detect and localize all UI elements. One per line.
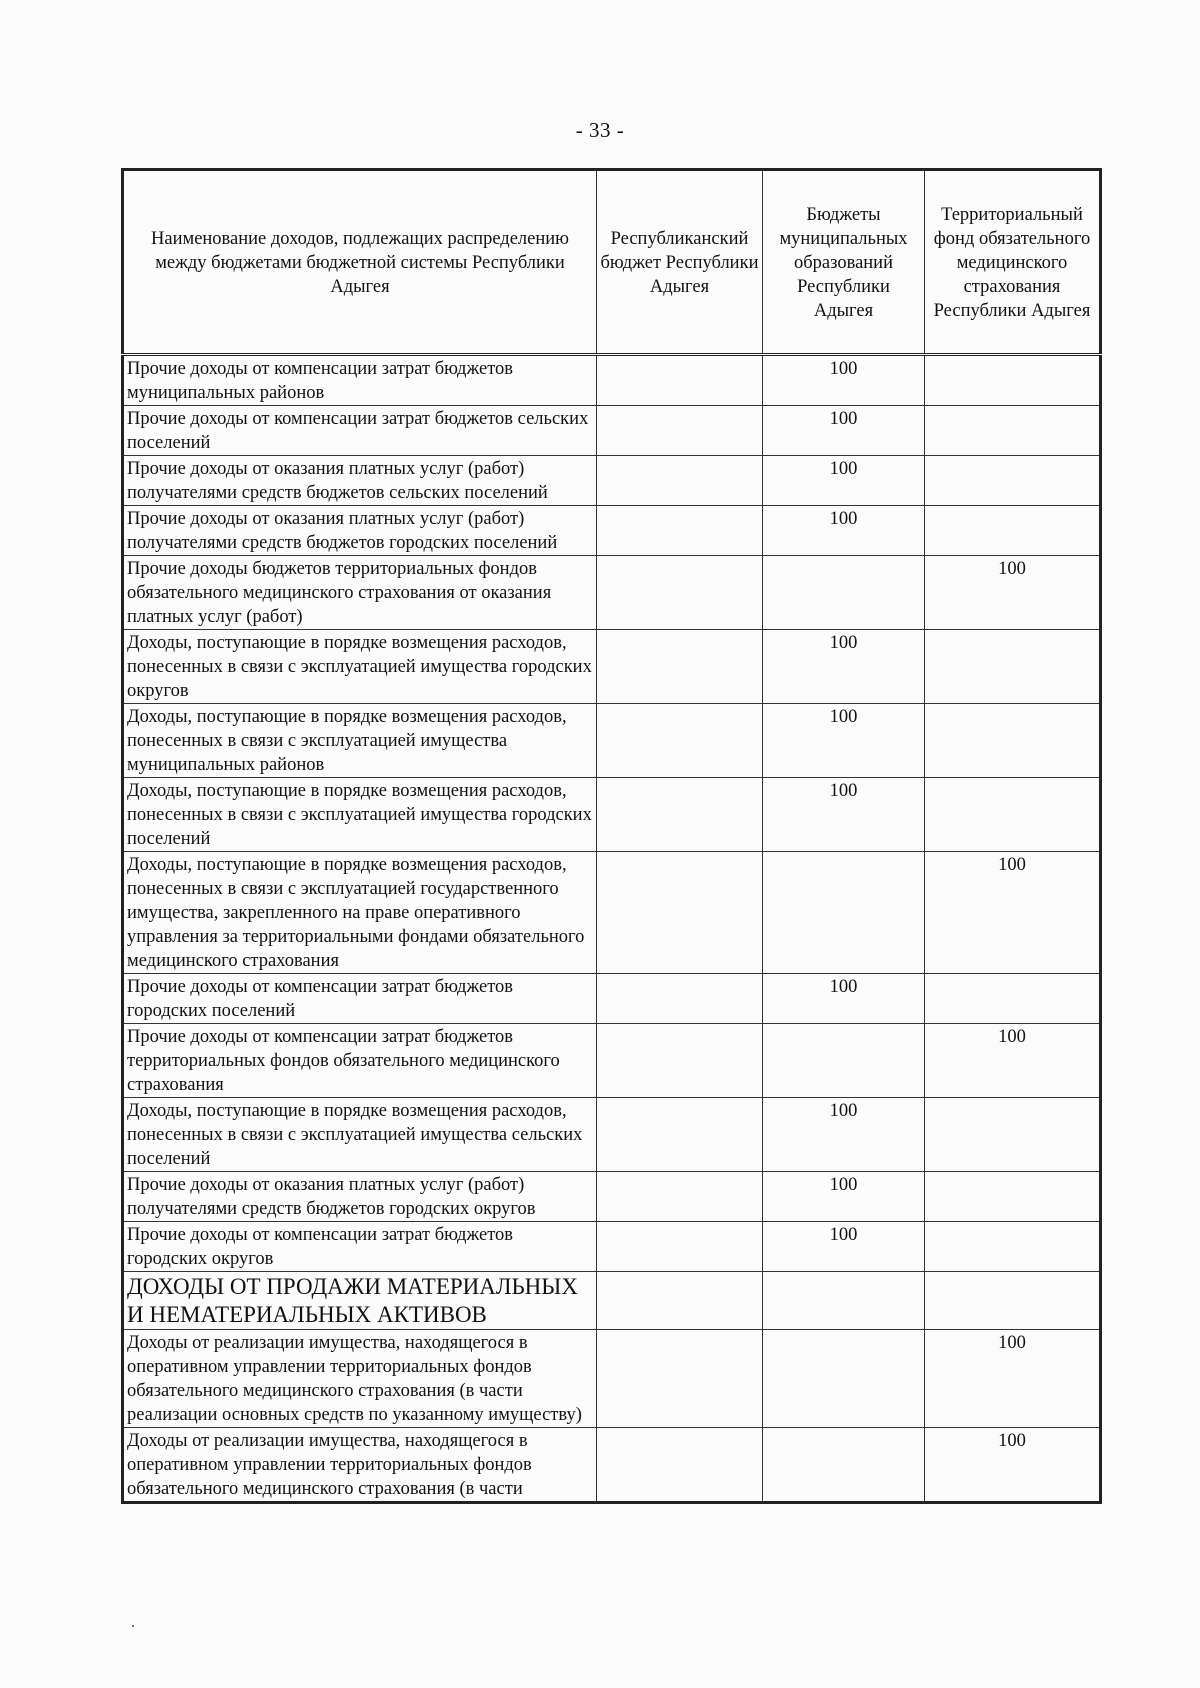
- republic-budget-cell: [597, 1330, 763, 1428]
- municipal-budgets-cell: [763, 1024, 925, 1098]
- republic-budget-cell: [597, 506, 763, 556]
- income-name-cell: Прочие доходы от компенсации затрат бюджетов городских округов: [123, 1222, 597, 1272]
- republic-budget-cell: [597, 1172, 763, 1222]
- health-fund-cell: [925, 630, 1101, 704]
- table-row: [123, 778, 1101, 852]
- table-row: [123, 556, 1101, 630]
- municipal-budgets-cell: 100: [763, 974, 925, 1024]
- income-name-cell: Прочие доходы от оказания платных услуг (работ) получателями средств бюджетов городских округов: [123, 1172, 597, 1222]
- table-row: [123, 1024, 1101, 1098]
- income-name-cell: Доходы от реализации имущества, находящегося в оперативном управлении территориальных фондов обязательного медицинского страхования (в части: [123, 1428, 597, 1503]
- republic-budget-cell: [597, 355, 763, 406]
- municipal-budgets-cell: [763, 852, 925, 974]
- table-row: [123, 1098, 1101, 1172]
- table-row: [123, 506, 1101, 556]
- income-name-cell: Доходы, поступающие в порядке возмещения расходов, понесенных в связи с эксплуатацией имущества городских поселений: [123, 778, 597, 852]
- header-republic-budget: Республиканский бюджет Республики Адыгея: [597, 170, 763, 355]
- republic-budget-cell: [597, 456, 763, 506]
- municipal-budgets-cell: 100: [763, 456, 925, 506]
- municipal-budgets-cell: 100: [763, 1172, 925, 1222]
- income-name-cell: Доходы, поступающие в порядке возмещения расходов, понесенных в связи с эксплуатацией государственного имущества, закрепленного на праве оперативного управления за территориальными фондами обязательного медицинского страхования: [123, 852, 597, 974]
- municipal-budgets-cell: 100: [763, 355, 925, 406]
- municipal-budgets-cell: 100: [763, 506, 925, 556]
- republic-budget-cell: [597, 406, 763, 456]
- table-row: [123, 456, 1101, 506]
- table-row: [123, 1330, 1101, 1428]
- table-row: [123, 1172, 1101, 1222]
- income-name-cell: ДОХОДЫ ОТ ПРОДАЖИ МАТЕРИАЛЬНЫХ И НЕМАТЕРИАЛЬНЫХ АКТИВОВ: [123, 1272, 597, 1330]
- municipal-budgets-cell: 100: [763, 1098, 925, 1172]
- municipal-budgets-cell: 100: [763, 778, 925, 852]
- republic-budget-cell: [597, 778, 763, 852]
- health-fund-cell: [925, 1172, 1101, 1222]
- table-body: [123, 355, 1101, 1503]
- republic-budget-cell: [597, 1222, 763, 1272]
- republic-budget-cell: [597, 1428, 763, 1503]
- republic-budget-cell: [597, 704, 763, 778]
- health-fund-cell: [925, 1098, 1101, 1172]
- health-fund-cell: 100: [925, 852, 1101, 974]
- page-number: - 33 -: [575, 118, 625, 142]
- republic-budget-cell: [597, 630, 763, 704]
- municipal-budgets-cell: [763, 556, 925, 630]
- health-fund-cell: 100: [925, 1024, 1101, 1098]
- health-fund-cell: 100: [925, 1428, 1101, 1503]
- health-fund-cell: [925, 974, 1101, 1024]
- income-name-cell: Прочие доходы от компенсации затрат бюджетов муниципальных районов: [123, 355, 597, 406]
- table-row: [123, 974, 1101, 1024]
- republic-budget-cell: [597, 1024, 763, 1098]
- health-fund-cell: [925, 704, 1101, 778]
- republic-budget-cell: [597, 1098, 763, 1172]
- municipal-budgets-cell: [763, 1330, 925, 1428]
- income-distribution-table: [121, 168, 1102, 1504]
- header-health-insurance-fund: Территориальный фонд обязательного медицинского страхования Республики Адыгея: [925, 170, 1101, 355]
- header-municipal-budgets: Бюджеты муниципальных образований Республики Адыгея: [763, 170, 925, 355]
- income-name-cell: Прочие доходы от компенсации затрат бюджетов территориальных фондов обязательного медицинского страхования: [123, 1024, 597, 1098]
- scan-speck: [132, 1625, 134, 1627]
- health-fund-cell: [925, 778, 1101, 852]
- table-row: [123, 355, 1101, 406]
- health-fund-cell: [925, 1222, 1101, 1272]
- health-fund-cell: [925, 506, 1101, 556]
- municipal-budgets-cell: 100: [763, 704, 925, 778]
- municipal-budgets-cell: 100: [763, 406, 925, 456]
- table-row: [123, 852, 1101, 974]
- republic-budget-cell: [597, 1272, 763, 1330]
- municipal-budgets-cell: [763, 1272, 925, 1330]
- income-name-cell: Прочие доходы от компенсации затрат бюджетов городских поселений: [123, 974, 597, 1024]
- health-fund-cell: [925, 355, 1101, 406]
- section-row: [123, 1272, 1101, 1330]
- income-name-cell: Прочие доходы от компенсации затрат бюджетов сельских поселений: [123, 406, 597, 456]
- table-header-row: [123, 170, 1101, 355]
- table-row: [123, 1222, 1101, 1272]
- health-fund-cell: [925, 1272, 1101, 1330]
- health-fund-cell: 100: [925, 1330, 1101, 1428]
- municipal-budgets-cell: 100: [763, 630, 925, 704]
- municipal-budgets-cell: 100: [763, 1222, 925, 1272]
- income-name-cell: Прочие доходы бюджетов территориальных фондов обязательного медицинского страхования от оказания платных услуг (работ): [123, 556, 597, 630]
- table-row: [123, 704, 1101, 778]
- table-row: [123, 1428, 1101, 1503]
- health-fund-cell: [925, 406, 1101, 456]
- health-fund-cell: 100: [925, 556, 1101, 630]
- republic-budget-cell: [597, 556, 763, 630]
- table-row: [123, 630, 1101, 704]
- header-income-name: Наименование доходов, подлежащих распределению между бюджетами бюджетной системы Республики Адыгея: [123, 170, 597, 355]
- republic-budget-cell: [597, 974, 763, 1024]
- income-name-cell: Прочие доходы от оказания платных услуг (работ) получателями средств бюджетов городских поселений: [123, 506, 597, 556]
- republic-budget-cell: [597, 852, 763, 974]
- income-name-cell: Доходы, поступающие в порядке возмещения расходов, понесенных в связи с эксплуатацией имущества сельских поселений: [123, 1098, 597, 1172]
- income-name-cell: Доходы, поступающие в порядке возмещения расходов, понесенных в связи с эксплуатацией имущества городских округов: [123, 630, 597, 704]
- table-row: [123, 406, 1101, 456]
- income-name-cell: Доходы от реализации имущества, находящегося в оперативном управлении территориальных фондов обязательного медицинского страхования (в части реализации основных средств по указанному имуществу): [123, 1330, 597, 1428]
- income-name-cell: Прочие доходы от оказания платных услуг (работ) получателями средств бюджетов сельских поселений: [123, 456, 597, 506]
- income-name-cell: Доходы, поступающие в порядке возмещения расходов, понесенных в связи с эксплуатацией имущества муниципальных районов: [123, 704, 597, 778]
- municipal-budgets-cell: [763, 1428, 925, 1503]
- health-fund-cell: [925, 456, 1101, 506]
